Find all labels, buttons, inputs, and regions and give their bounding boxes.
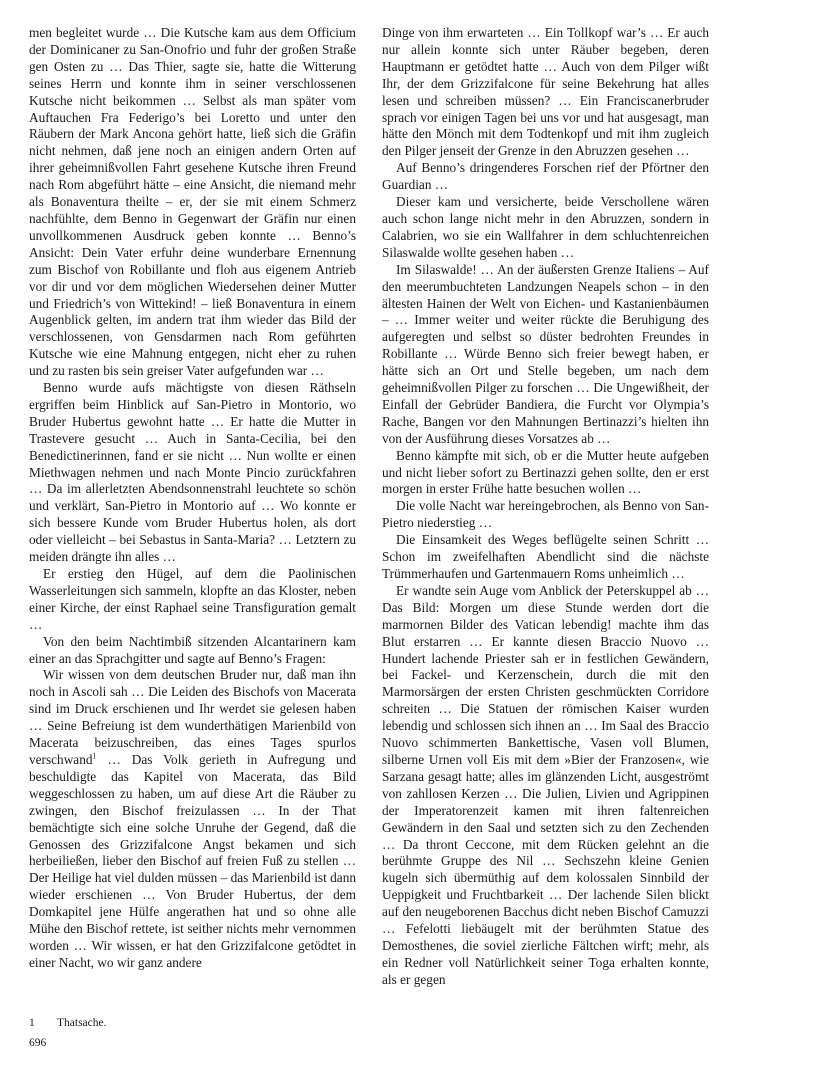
footnote-text: Thatsache. <box>57 1017 107 1029</box>
paragraph: Benno kämpfte mit sich, ob er die Mutter heute aufgeben und nicht lieber sofort zu Bertinazzi gehen sollte, den er erst morgen in erster Frühe hatte besuchen wollen … <box>382 447 709 497</box>
left-column <box>29 25 356 972</box>
paragraph: Von den beim Nachtimbiß sitzenden Alcantarinern kam einer an das Sprachgitter und sagte auf Benno’s Fragen: <box>29 633 356 666</box>
paragraph: Die volle Nacht war hereingebrochen, als Benno von San-Pietro niederstieg … <box>382 498 709 531</box>
paragraph-text: … Das Volk gerieth in Aufregung und beschuldigte das Kapitel von Macerata, das Bild weggeschlossen zu haben, um auf diese Art die Räuber zu zwingen, den Bischof freizulassen … In der That bemächtigte sich eine solche Unruhe der Gegend, daß die Genossen des Grizzifalcone Angst bekamen und sich herbeiließen, lieber den Bischof auf freien Fuß zu stellen … Der Heilige hat viel dulden müssen – das Marienbild ist dann wieder erschienen … Von Bruder Hubertus, der dem Domkapitel jene Hülfe angerathen hat und so ohne alle Mühe den Bischof rettete, ist seither nichts mehr vernommen worden … Wir wissen, er hat den Grizzifalcone getödtet in einer Nacht, wo wir ganz andere <box>29 751 356 970</box>
paragraph: Er wandte sein Auge vom Anblick der Peterskuppel ab … Das Bild: Morgen um diese Stunde werden dort die marmornen Bilder des Vatican lebendig! machte ihm das Blut erstarren … Er kannte diesen Braccio Nuovo … Hundert lachende Priester sah er in festlichen Gewändern, bei Fackel- und Kerzenschein, durch die mit den Marmorsärgen der ersten Christen geschmückten Corridore schreiten … Die Statuen der römischen Kaiser wurden lebendig und schlossen sich ihnen an … Im Saal des Braccio Nuovo schimmerten Bankettische, Vasen voll Blumen, silberne Urnen voll Eis mit dem »Bier der Franzosen«, wie Sarzana gesagt hatte; alles im glänzenden Licht, ausgeströmt von zahllosen Kerzen … Die Julien, Livien und Agrippinen der Imperatorenzeit kamen mit ihren faltenreichen Gewändern in den Saal und setzten sich zu den Zechenden … Da thront Ceccone, mit dem Rücken gelehnt an die berühmte Gruppe des Nil … Sechszehn kleine Genien kugeln sich übermüthig auf dem kolossalen Sinnbild der Ueppigkeit und Fruchtbarkeit … Der lachende Silen blickt auf den neugeborenen Bacchus dicht neben Bischof Camuzzi … Fefelotti liebäugelt mit der berühmten Statue des Demosthenes, die soviel zierliche Fältchen wirft; mehr, als ein Redner voll Natürlichkeit seiner Toga erhalten konnte, als er gegen <box>382 582 709 987</box>
footnote <box>29 1017 107 1029</box>
paragraph: Dinge von ihm erwarteten … Ein Tollkopf war’s … Er auch nur allein konnte sich unter Räuber begeben, deren Hauptmann er getödtet hatte … Auch von dem Pilger wißt Ihr, der dem Grizzifalcone für seine Bekehrung hat alles lesen und schreiben müssen? … Ein Franciscanerbruder sprach vor einigen Tagen bei uns vor und hat ausgesagt, man hätte den Mönch mit dem Todtenkopf und mit ihm zugleich den Pilger jenseit der Grenze in den Abruzzen gesehen … <box>382 25 709 159</box>
paragraph: Er erstieg den Hügel, auf dem die Paolinischen Wasserleitungen sich sammeln, klopfte an das Kloster, neben einer Kirche, der einst Raphael seine Transfiguration gemalt … <box>29 566 356 632</box>
paragraph <box>29 667 356 971</box>
paragraph-text: Wir wissen von dem deutschen Bruder nur, daß man ihn noch in Ascoli sah … Die Leiden des Bischofs von Macerata sind im Druck erschienen und Ihr werdet sie gelesen haben … Seine Befreiung ist dem wunderthätigen Marienbild von Macerata beizuschreiben, das eines Tages spurlos verschwand <box>29 667 356 767</box>
page-number: 696 <box>29 1037 47 1049</box>
paragraph: Benno wurde aufs mächtigste von diesen Räthseln ergriffen beim Hinblick auf San-Pietro in Montorio, wo Bruder Hubertus gewohnt hatte … Er hatte die Mutter in Trastevere gesucht … Auch in Santa-Cecilia, bei den Benedictinerinnen, fand er sie nicht … Nun wollte er einen Miethwagen nehmen und nach Monte Pincio zurückfahren … Da im allerletzten Abendsonnenstrahl leuchtete so schön und verklärt, San-Pietro in Montorio auf … Wo konnte er sich bessere Kunde vom Bruder Hubertus holen, als dort oder vielleicht – bei Sebastus in Santa-Maria? … Letztern zu meiden drängte ihn alles … <box>29 380 356 565</box>
paragraph: Die Einsamkeit des Weges beflügelte seinen Schritt … Schon im zweifelhaften Abendlicht sind die nächste Trümmerhaufen und Gartenmauern Roms unheimlich … <box>382 532 709 581</box>
paragraph: Dieser kam und versicherte, beide Verschollene wären auch schon lange nicht mehr in den Abruzzen, sondern in Calabrien, wo sie ein Wallfahrer in dem schluchtenreichen Silaswalde wollte gesehen haben … <box>382 194 709 260</box>
paragraph: Auf Benno’s dringenderes Forschen rief der Pförtner den Guardian … <box>382 160 709 193</box>
footnote-marker: 1 <box>92 751 97 761</box>
paragraph: men begleitet wurde … Die Kutsche kam aus dem Officium der Dominicaner zu San-Onofrio und fuhr der großen Straße gen Osten zu … Das Thier, sagte sie, hatte die Witterung seines Herrn und konnte ihm in seiner verschlossenen Kutsche nicht beikommen … Selbst als man später vom Auftauchen Fra Federigo’s bei Loretto und unter den Räubern der Mark Ancona gehört hatte, ließ sich die Gräfin nicht nehmen, daß jene noch an einigen andern Orten auf ihrer geheimnißvollen Fahrt gesehene Kutsche ihren Freund nach Rom abgeführt hätte – eine Ansicht, die niemand mehr als Bonaventura theilte – er, der sie mit einem Schmerz nachfühlte, dem Benno in Gegenwart der Gräfin nur einen unvollkommenen Ausdruck geben konnte … Benno’s Ansicht: Dein Vater erfuhr deine wunderbare Ernennung zum Bischof von Robillante und floh aus eigenem Antrieb vor dir und vor dem möglichen Wiedersehen deiner Mutter und Friedrich’s von Wittekind! – ließ Bonaventura in einem Augenblick gelten, im andern trat ihm wieder das Bild der verschlossenen, von Gensdarmen nach Rom geführten Kutsche wie eine Mahnung entgegen, nicht eher zu ruhen und zu rasten bis sein greiser Vater aufgefunden war … <box>29 25 356 379</box>
paragraph: Im Silaswalde! … An der äußersten Grenze Italiens – Auf den meerumbuchteten Landzungen Neapels schon – in den ältesten Hainen der Welt von Eichen- und Kastanienbäumen – … Immer weiter und weiter rückte die Beruhigung des aufgeregten und selbst so düster bedrohten Freundes in Robillante … Würde Benno sich freier bewegt haben, er hätte sich an Ort und Stelle begeben, um nach dem geheimnißvollen Pilger zu forschen … Die Ungewißheit, der Einfall der Gebrüder Bandiera, die Furcht vor Olympia’s Rache, Bangen vor den Mahnungen Bertinazzi’s hielten ihn von der Ausführung dieses Vorsatzes ab … <box>382 261 709 446</box>
footnote-number: 1 <box>29 1017 35 1029</box>
right-column <box>382 25 709 989</box>
